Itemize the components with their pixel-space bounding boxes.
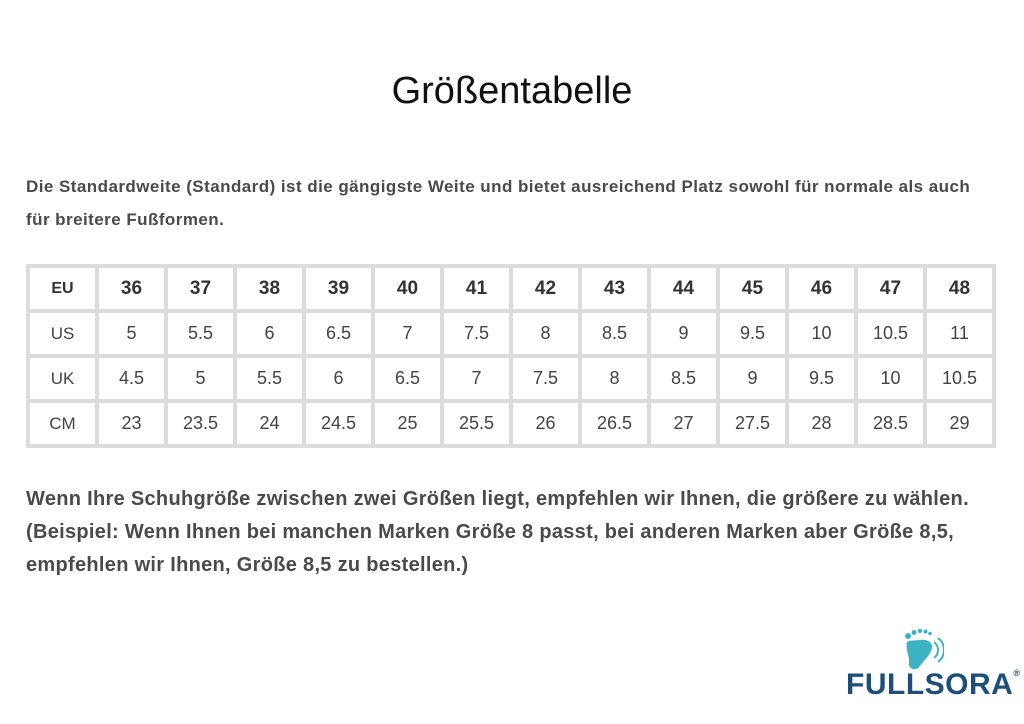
size-cell: 27 [649, 401, 718, 446]
row-label: UK [28, 356, 97, 401]
size-cell: 26.5 [580, 401, 649, 446]
size-row-eu [28, 266, 994, 311]
foot-icon [900, 628, 944, 672]
size-cell: 24.5 [304, 401, 373, 446]
size-cell: 40 [373, 266, 442, 311]
size-cell: 7.5 [511, 356, 580, 401]
page-title: Größentabelle [391, 70, 633, 112]
row-label: CM [28, 401, 97, 446]
size-row-cm [28, 401, 994, 446]
size-table [26, 264, 996, 448]
size-cell: 29 [925, 401, 994, 446]
size-cell: 9 [649, 311, 718, 356]
size-cell: 43 [580, 266, 649, 311]
size-row-us [28, 311, 994, 356]
size-cell: 8 [580, 356, 649, 401]
size-cell: 5 [97, 311, 166, 356]
size-cell: 5.5 [235, 356, 304, 401]
size-cell: 8 [511, 311, 580, 356]
size-cell: 10.5 [856, 311, 925, 356]
size-cell: 5 [166, 356, 235, 401]
size-cell: 9.5 [787, 356, 856, 401]
size-cell: 24 [235, 401, 304, 446]
size-cell: 25.5 [442, 401, 511, 446]
size-cell: 6 [304, 356, 373, 401]
row-label: EU [28, 266, 97, 311]
size-cell: 10 [787, 311, 856, 356]
size-cell: 41 [442, 266, 511, 311]
size-cell: 39 [304, 266, 373, 311]
size-cell: 6 [235, 311, 304, 356]
size-cell: 7 [442, 356, 511, 401]
size-cell: 27.5 [718, 401, 787, 446]
size-cell: 37 [166, 266, 235, 311]
size-cell: 7 [373, 311, 442, 356]
size-cell: 28 [787, 401, 856, 446]
size-cell: 9 [718, 356, 787, 401]
size-cell: 11 [925, 311, 994, 356]
intro-text: Die Standardweite (Standard) ist die gängigste Weite und bietet ausreichend Platz sowohl für normale als auch für breitere Fußformen. [26, 177, 971, 229]
size-cell: 10 [856, 356, 925, 401]
row-label: US [28, 311, 97, 356]
size-cell: 6.5 [373, 356, 442, 401]
size-cell: 8.5 [580, 311, 649, 356]
size-cell: 44 [649, 266, 718, 311]
size-cell: 9.5 [718, 311, 787, 356]
size-cell: 26 [511, 401, 580, 446]
size-cell: 7.5 [442, 311, 511, 356]
size-cell: 46 [787, 266, 856, 311]
size-row-uk [28, 356, 994, 401]
size-cell: 23.5 [166, 401, 235, 446]
size-cell: 5.5 [166, 311, 235, 356]
size-advice-note: Wenn Ihre Schuhgröße zwischen zwei Größen liegt, empfehlen wir Ihnen, die größere zu wählen.(Beispiel: Wenn Ihnen bei manchen Marken Größe 8 passt, bei anderen Marken aber Größe 8,5, empfehlen wir Ihnen, Größe 8,5 zu bestellen.) [26, 488, 969, 576]
brand-logo [846, 628, 1021, 701]
size-cell: 47 [856, 266, 925, 311]
size-cell: 4.5 [97, 356, 166, 401]
size-cell: 6.5 [304, 311, 373, 356]
brand-name: FULLSORA® [846, 668, 1021, 701]
size-cell: 8.5 [649, 356, 718, 401]
size-cell: 48 [925, 266, 994, 311]
size-cell: 25 [373, 401, 442, 446]
size-cell: 36 [97, 266, 166, 311]
size-cell: 45 [718, 266, 787, 311]
size-cell: 23 [97, 401, 166, 446]
size-cell: 38 [235, 266, 304, 311]
size-cell: 28.5 [856, 401, 925, 446]
size-cell: 10.5 [925, 356, 994, 401]
size-cell: 42 [511, 266, 580, 311]
